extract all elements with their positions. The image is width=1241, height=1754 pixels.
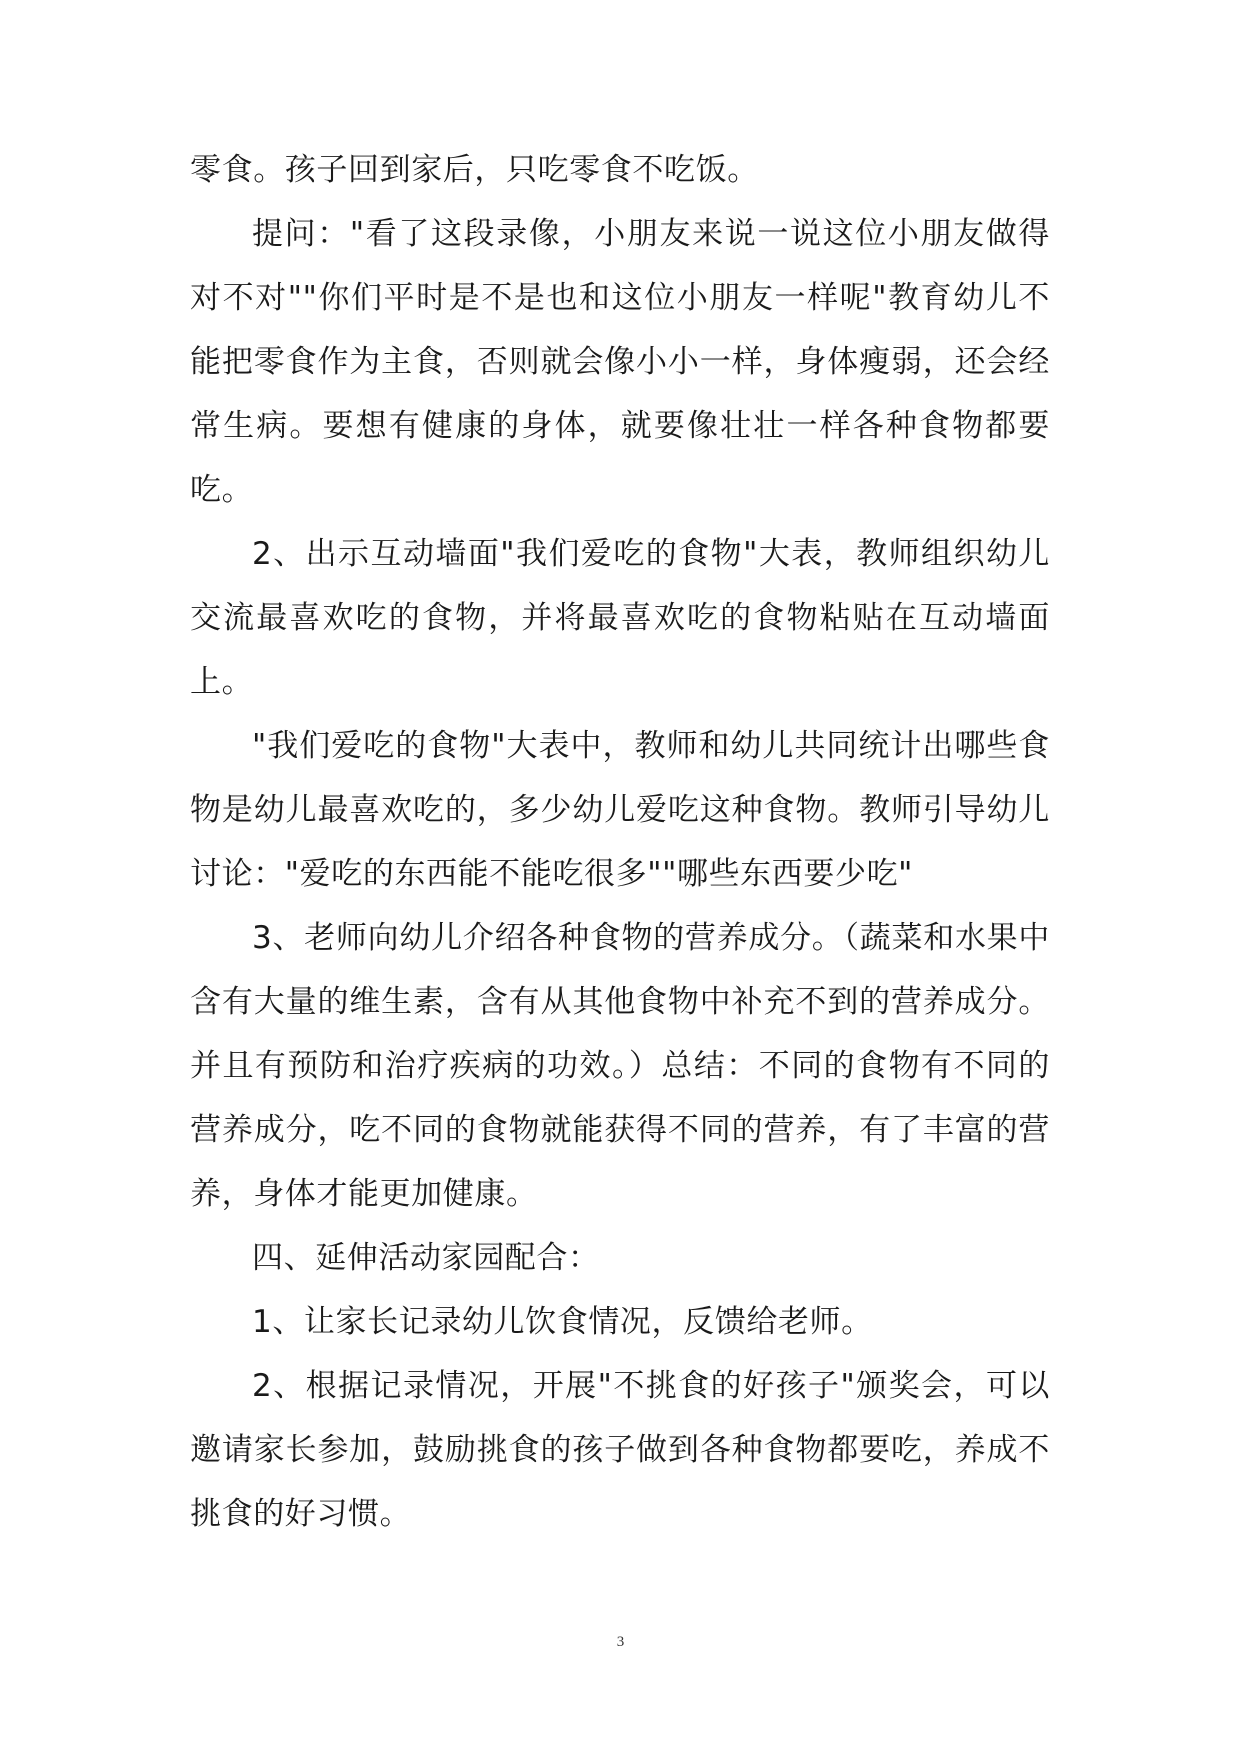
section-heading-extension: 四、延伸活动家园配合： <box>252 1240 600 1276</box>
paragraph-continuation: 零食。孩子回到家后，只吃零食不吃饭。 <box>190 152 759 188</box>
page-number: 3 <box>616 1634 625 1650</box>
paragraph-step-2: 2、出示互动墙面"我们爱吃的食物"大表，教师组织幼儿交流最喜欢吃的食物，并将最喜欢吃的食物粘贴在互动墙面上。 <box>190 536 1050 700</box>
paragraph-extension-1: 1、让家长记录幼儿饮食情况，反馈给老师。 <box>252 1304 873 1340</box>
paragraph-food-table: "我们爱吃的食物"大表中，教师和幼儿共同统计出哪些食物是幼儿最喜欢吃的，多少幼儿爱吃这种食物。教师引导幼儿讨论："爱吃的东西能不能吃很多""哪些东西要少吃" <box>190 728 1050 892</box>
paragraph-question: 提问："看了这段录像，小朋友来说一说这位小朋友做得对不对""你们平时是不是也和这位小朋友一样呢"教育幼儿不能把零食作为主食，否则就会像小小一样，身体瘦弱，还会经常生病。要想有健康的身体，就要像壮壮一样各种食物都要吃。 <box>190 216 1050 508</box>
paragraph-extension-2: 2、根据记录情况，开展"不挑食的好孩子"颁奖会，可以邀请家长参加，鼓励挑食的孩子做到各种食物都要吃，养成不挑食的好习惯。 <box>190 1368 1050 1532</box>
body-text <box>190 138 1050 1546</box>
paragraph-step-3: 3、老师向幼儿介绍各种食物的营养成分。（蔬菜和水果中含有大量的维生素，含有从其他食物中补充不到的营养成分。并且有预防和治疗疾病的功效。）总结：不同的食物有不同的营养成分，吃不同的食物就能获得不同的营养，有了丰富的营养，身体才能更加健康。 <box>190 920 1050 1212</box>
